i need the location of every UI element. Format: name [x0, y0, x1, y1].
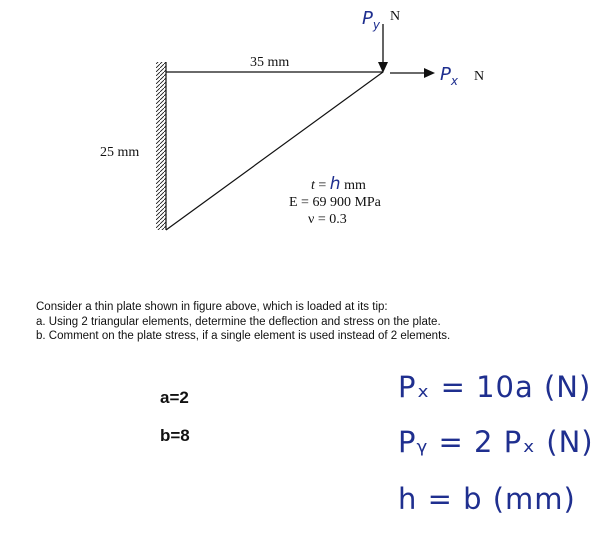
fixed-wall	[156, 62, 166, 230]
handwritten-eq-px: Pₓ = 10a (N)	[398, 370, 592, 404]
handwritten-eq-py: Pᵧ = 2 Pₓ (N)	[398, 425, 594, 459]
load-px-label: $P_x$	[440, 64, 458, 88]
load-py-unit: N	[390, 9, 401, 24]
dimension-height: 25 mm	[100, 145, 140, 160]
load-px-unit: N	[474, 69, 485, 84]
problem-line-a: a. Using 2 triangular elements, determine the deflection and stress on the plate.	[36, 315, 441, 328]
param-a: a=2	[160, 388, 189, 407]
prop-thickness: t = h mm	[311, 174, 366, 194]
load-py-label: $P_y$	[362, 8, 380, 32]
dimension-width: 35 mm	[250, 55, 290, 70]
param-b: b=8	[160, 426, 190, 445]
handwritten-eq-h: h = b (mm)	[398, 482, 576, 516]
prop-modulus: E = 69 900 MPa	[289, 195, 381, 210]
problem-line-1: Consider a thin plate shown in figure above, which is loaded at its tip:	[36, 301, 388, 313]
load-px-arrow	[390, 68, 435, 78]
prop-poisson: ν = 0.3	[308, 212, 347, 227]
problem-line-b: b. Comment on the plate stress, if a single element is used instead of 2 elements.	[36, 330, 451, 342]
problem-statement	[36, 300, 596, 344]
